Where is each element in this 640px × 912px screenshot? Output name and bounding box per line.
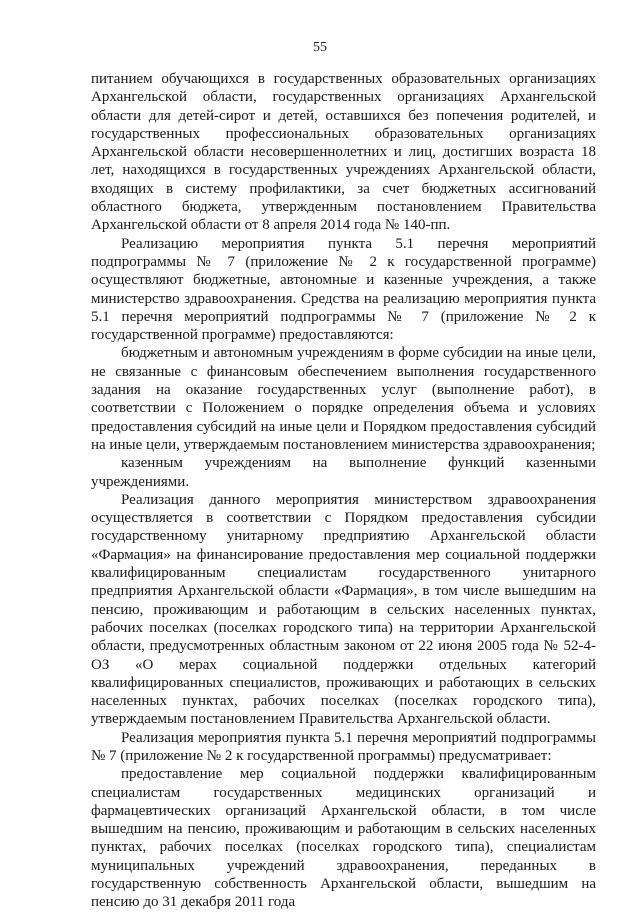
paragraph-budget-institutions: бюджетным и автономным учреждениям в форме субсидии на иные цели, не связанные с финансовым обеспечением выполнения государственного задания на оказание государственных услуг (выполнение работ), в соответствии с Положением о порядке определения объема и условиях предоставления субсидий на иные цели и Порядком предоставления субсидий на иные цели, утверждаемым постановлением министерства здравоохранения; bbox=[91, 345, 596, 453]
paragraph-continuation: питанием обучающихся в государственных образовательных организациях Архангельской области, государственных организациях Архангельской области для детей-сирот и детей, оставшихся без попечения родителей, и государственных профессиональных образовательных организациях Архангельской области несовершеннолетних и лиц, достигших возраста 18 лет, находящихся в государственных учреждениях Архангельской области, входящих в систему профилактики, за счет бюджетных ассигнований областного бюджета, утвержденным постановлением Правительства Архангельской области от 8 апреля 2014 года № 140-пп. bbox=[91, 71, 596, 234]
paragraph-state-institutions: казенным учреждениям на выполнение функций казенными учреждениями. bbox=[91, 455, 596, 490]
paragraph-social-support: предоставление мер социальной поддержки квалифицированным специалистам государственных медицинских организаций и фармацевтических организаций Архангельской области, в том числе вышедшим на пенсию, проживающим и работающим в сельских населенных пунктах, рабочих поселках (поселках городского типа), специалистам муниципальных учреждений здравоохранения, переданных в государственную собственность Архангельской области, вышедшим на пенсию до 31 декабря 2011 года bbox=[91, 766, 596, 911]
paragraph-provisions: Реализация мероприятия пункта 5.1 перечня мероприятий подпрограммы № 7 (приложение № 2 к государственной программы) предусматривает: bbox=[91, 729, 596, 764]
paragraph-pharmacy-subsidy: Реализация данного мероприятия министерством здравоохранения осуществляется в соответствии с Порядком предоставления субсидии государственному унитарному предприятию Архангельской области «Фармация» на финансирование предоставления мер социальной поддержки квалифицированным специалистам государственного унитарного предприятия Архангельской области «Фармация», в том числе вышедшим на пенсию, проживающим и работающим в сельских населенных пунктах, рабочих поселках (поселках городского типа) на территории Архангельской области, предусмотренных областным законом от 22 июня 2005 года № 52-4-ОЗ «О мерах социальной поддержки отдельных категорий квалифицированных специалистов, проживающих и работающих в сельских населенных пунктах, рабочих поселках (поселках городского типа), утверждаемым постановлением Правительства Архангельской области. bbox=[91, 491, 596, 728]
page-number: 55 bbox=[313, 40, 327, 55]
paragraph-implementation: Реализацию мероприятия пункта 5.1 перечня мероприятий подпрограммы № 7 (приложение № 2 к государственной программе) осуществляют бюджетные, автономные и казенные учреждения, а также министерство здравоохранения. Средства на реализацию мероприятия пункта 5.1 перечня мероприятий подпрограммы № 7 (приложение № 2 к государственной программе) предоставляются: bbox=[91, 235, 596, 344]
body-text bbox=[91, 70, 596, 912]
